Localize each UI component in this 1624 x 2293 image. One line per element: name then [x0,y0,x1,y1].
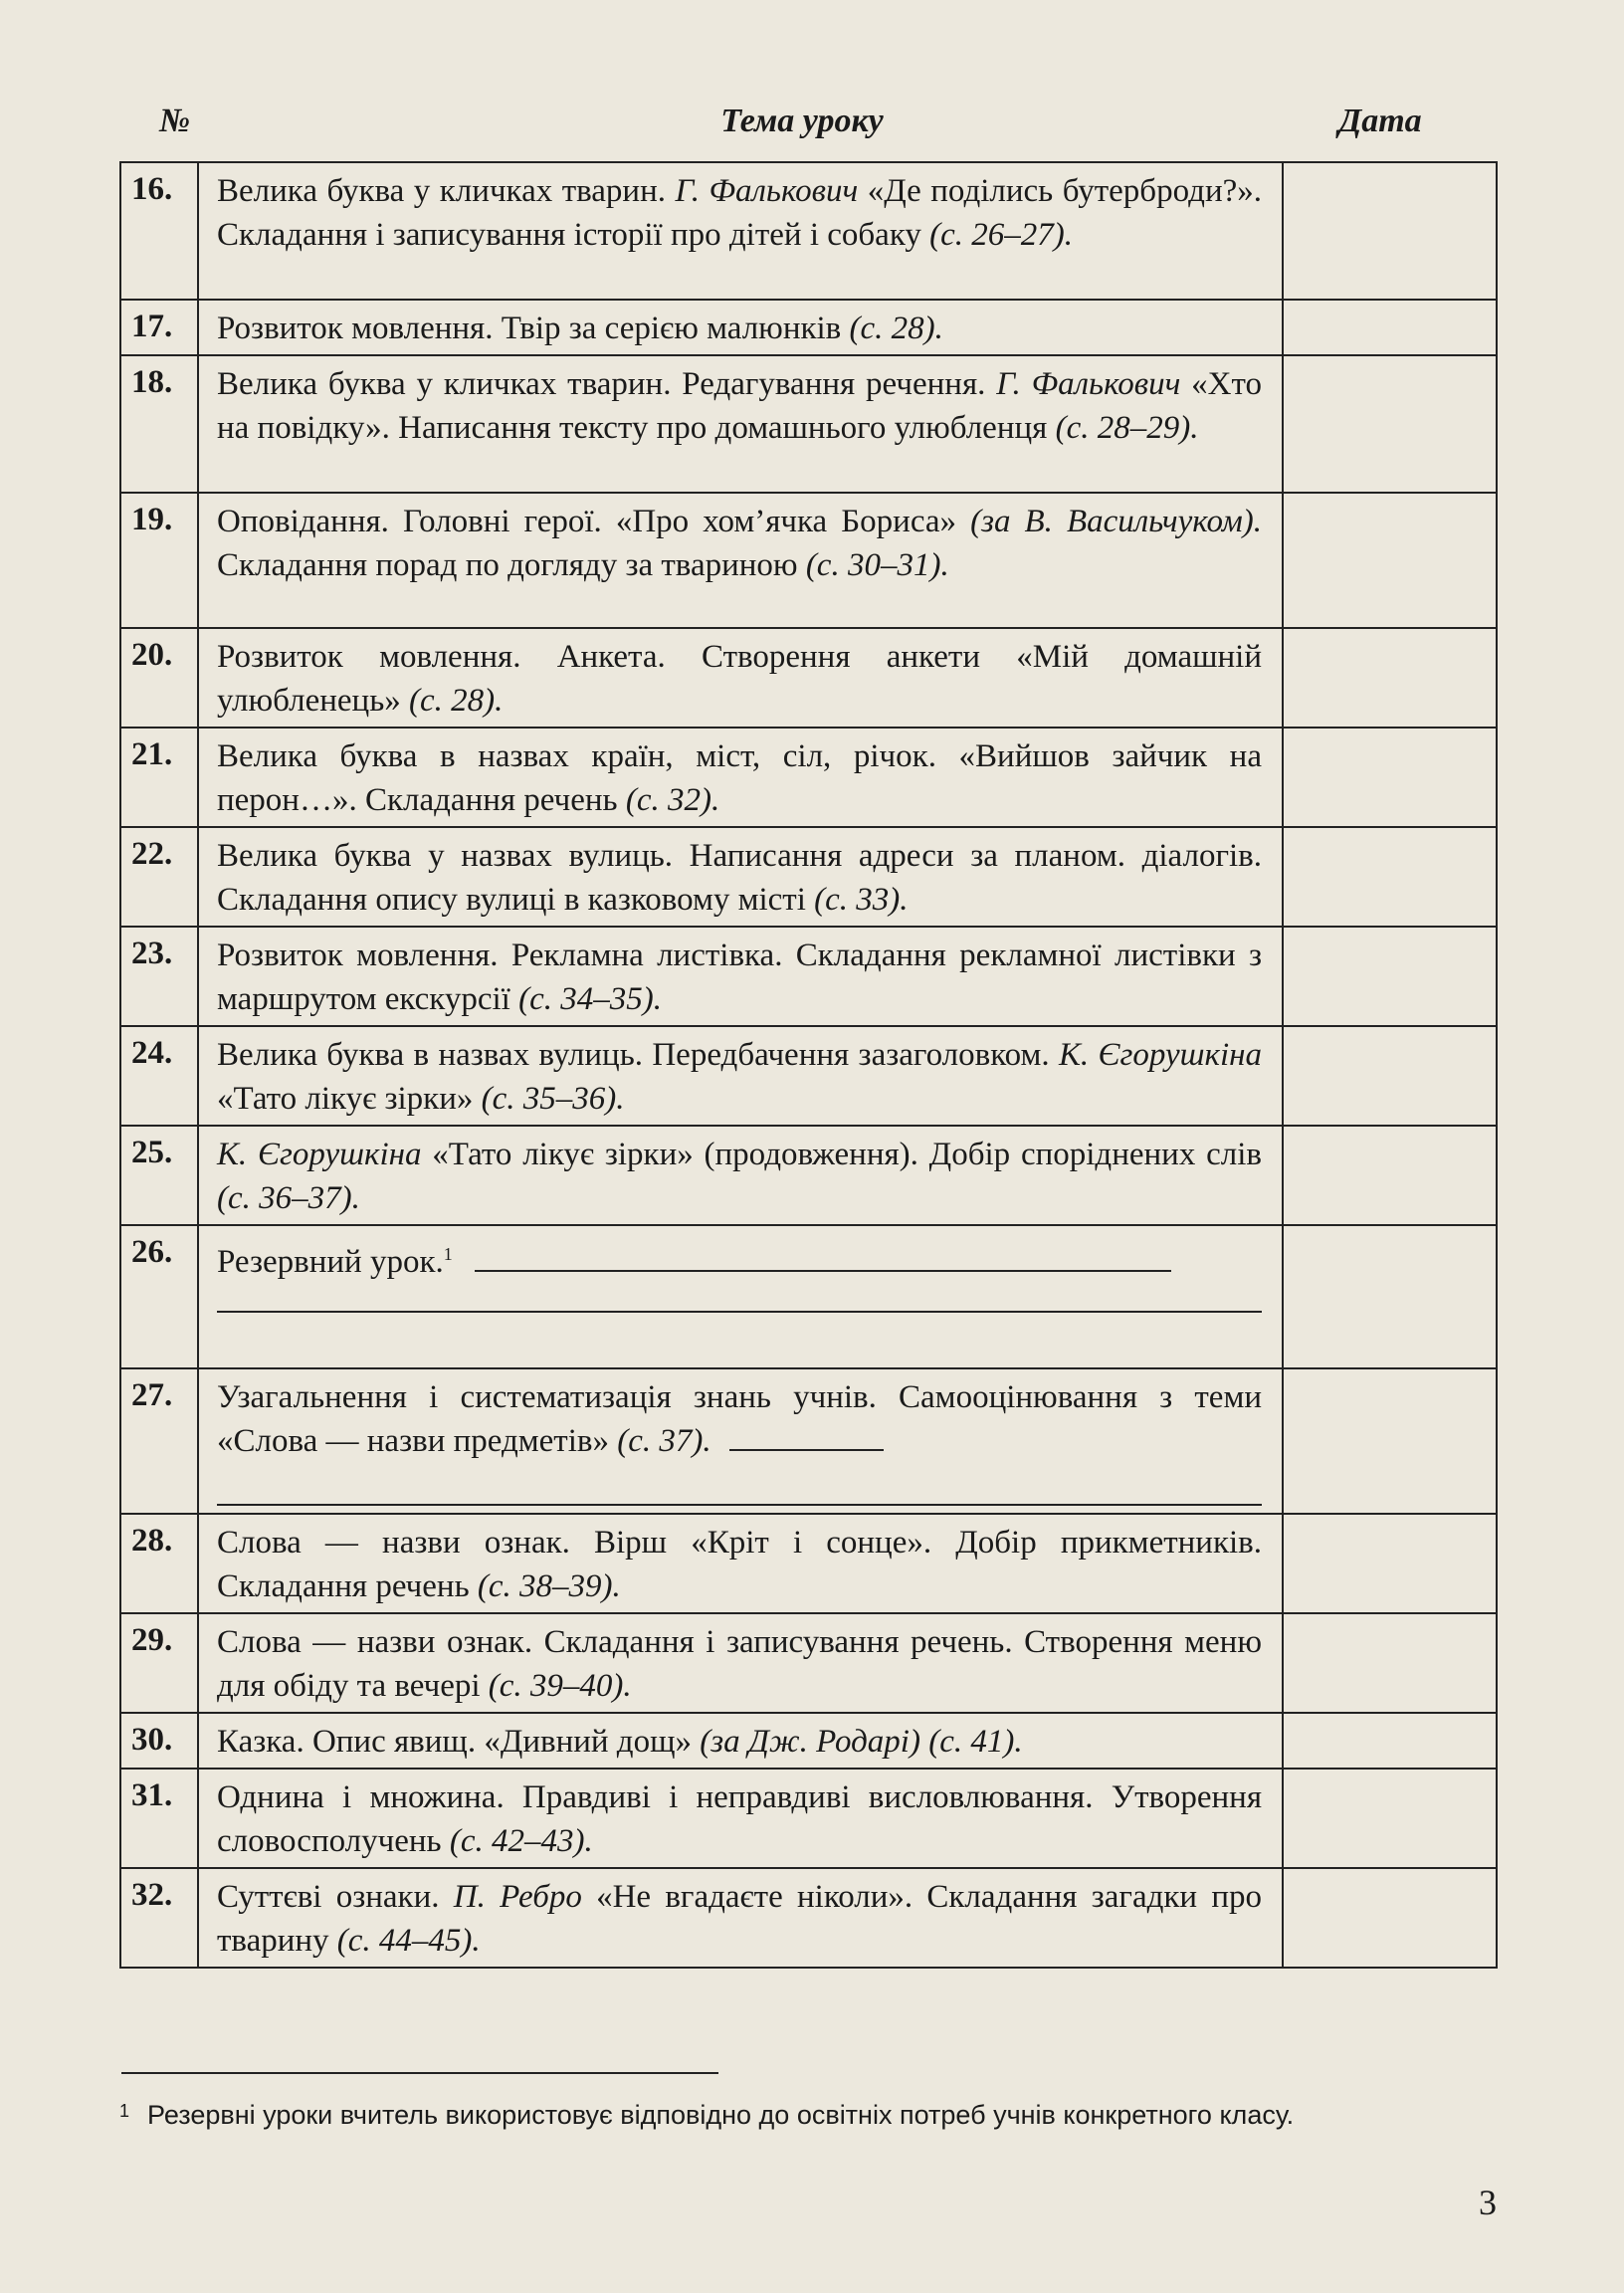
lesson-date-cell[interactable] [1283,1769,1497,1868]
topic-italic-text: Г. Фалькович [996,366,1181,402]
lesson-topic [198,1613,1283,1713]
table-row [120,1713,1497,1769]
topic-italic-text: (с. 37). [617,1423,711,1459]
topic-italic-text: (с. 26–27). [929,217,1074,253]
lesson-number: 19. [120,493,198,628]
table-row [120,1769,1497,1868]
lesson-date-cell[interactable] [1283,1514,1497,1613]
table-row [120,628,1497,728]
topic-text: Складання порад по догляду за твариною [217,547,806,583]
topic-italic-text: (с. 36–37). [217,1180,360,1216]
lesson-topic [198,628,1283,728]
lesson-topic [198,355,1283,493]
lesson-topic [198,1868,1283,1968]
lesson-topic [198,1368,1283,1514]
topic-italic-text: (с. 32). [625,782,720,818]
topic-text: «Не вгадаєте ніколи». Складання загадки про тварину [217,1879,1262,1959]
header-topic: Тема уроку [720,103,884,139]
topic-italic-text: (с. 44–45). [336,1923,481,1959]
lesson-topic [198,1225,1283,1368]
footnote-text: Резервні уроки вчитель використовує відповідно до освітніх потреб учнів конкретного класу. [147,2100,1295,2130]
lesson-date-cell[interactable] [1283,1868,1497,1968]
lesson-topic [198,1126,1283,1225]
table-row [120,493,1497,628]
lesson-number: 21. [120,728,198,827]
page-number: 3 [1479,2183,1497,2222]
topic-text: «Тато лікує зірки» (продовження). Добір споріднених слів [421,1137,1262,1172]
lesson-plan-table [119,161,1498,1969]
topic-italic-text: (с. 42–43). [449,1823,593,1859]
topic-text: Розвиток мовлення. Рекламна листівка. Складання рекламної листівки з маршрутом екскурсії [217,938,1262,1017]
lesson-topic [198,1769,1283,1868]
lesson-number: 29. [120,1613,198,1713]
table-row [120,927,1497,1026]
table-row [120,300,1497,355]
topic-italic-text: П. Ребро [453,1879,582,1915]
lesson-date-cell[interactable] [1283,162,1497,300]
lesson-number: 28. [120,1514,198,1613]
topic-italic-text: (с. 34–35). [518,981,662,1017]
topic-text: «Де поділись бутерброди?». Складання і записування історії про дітей і собаку [217,173,1262,253]
lesson-topic [198,1026,1283,1126]
lesson-date-cell[interactable] [1283,927,1497,1026]
topic-text: Розвиток мовлення. Твір за серією малюнків [217,311,850,346]
topic-text: Однина і множина. Правдиві і неправдиві висловлювання. Утворення словосполучень [217,1779,1262,1859]
lesson-topic [198,493,1283,628]
topic-text: Слова — назви ознак. Вірш «Кріт і сонце». Добір прикметників. Складання речень [217,1525,1262,1604]
lesson-date-cell[interactable] [1283,1713,1497,1769]
topic-text: Слова — назви ознак. Складання і записування речень. Створення меню для обіду та вечері [217,1624,1262,1704]
table-row [120,1514,1497,1613]
topic-italic-text: (за В. Васильчуком). [970,504,1263,539]
topic-text: Велика буква у кличках тварин. Редагування речення. [217,366,997,402]
table-row [120,1225,1497,1368]
header-date: Дата [1338,103,1422,139]
blank-line [475,1269,1171,1272]
topic-text: «Тато лікує зірки» [217,1081,482,1117]
topic-italic-text: (с. 28). [409,683,504,719]
lesson-number: 27. [120,1368,198,1514]
lesson-date-cell[interactable] [1283,628,1497,728]
topic-italic-text: Г. Фалькович [675,173,859,209]
topic-italic-text: К. Єгорушкіна [217,1137,422,1172]
lesson-topic [198,1713,1283,1769]
lesson-number: 26. [120,1225,198,1368]
lesson-date-cell[interactable] [1283,1225,1497,1368]
lesson-number: 17. [120,300,198,355]
lesson-number: 23. [120,927,198,1026]
topic-text: Велика буква в назвах країн, міст, сіл, річок. «Вийшов зайчик на перон…». Складання речень [217,738,1262,818]
lesson-topic [198,1514,1283,1613]
topic-italic-text: (за Дж. Родарі) (с. 41). [700,1724,1023,1760]
footnote-mark: 1 [119,2101,130,2121]
topic-italic-text: (с. 30–31). [805,547,949,583]
footnote [119,2095,1498,2135]
lesson-number: 30. [120,1713,198,1769]
footnote-divider [121,2072,718,2074]
lesson-topic [198,927,1283,1026]
topic-text: Велика буква в назвах вулиць. Передбачення зазаголовком. [217,1037,1059,1073]
header-number: № [159,103,191,139]
lesson-date-cell[interactable] [1283,355,1497,493]
lesson-number: 18. [120,355,198,493]
table-row [120,1368,1497,1514]
lesson-date-cell[interactable] [1283,1126,1497,1225]
lesson-date-cell[interactable] [1283,493,1497,628]
topic-text: Узагальнення і систематизація знань учнів. Самооцінювання з теми «Слова — назви предметів» [217,1379,1262,1459]
table-row [120,1026,1497,1126]
table-row [120,1613,1497,1713]
table-row [120,1868,1497,1968]
topic-text: Велика буква у кличках тварин. [217,173,676,209]
table-row [120,162,1497,300]
lesson-number: 24. [120,1026,198,1126]
table-row [120,355,1497,493]
footnote-reference: 1 [443,1244,453,1264]
blank-line [217,1503,1262,1506]
topic-text: Оповідання. Головні герої. «Про хом’ячка Бориса» [217,504,971,539]
lesson-number: 20. [120,628,198,728]
lesson-topic [198,827,1283,927]
lesson-topic [198,300,1283,355]
lesson-number: 31. [120,1769,198,1868]
table-row [120,1126,1497,1225]
topic-text: Розвиток мовлення. Анкета. Створення анкети «Мій домашній улюбленець» [217,639,1262,719]
lesson-date-cell[interactable] [1283,1368,1497,1514]
lesson-date-cell[interactable] [1283,1613,1497,1713]
topic-italic-text: (с. 39–40). [488,1668,632,1704]
topic-text: Казка. Опис явищ. «Дивний дощ» [217,1724,701,1760]
reserve-label: Резервний урок. [217,1244,444,1280]
topic-italic-text: (с. 28). [849,311,943,346]
topic-text: «Хто на повідку». Написання тексту про домашнього улюбленця [217,366,1262,446]
table-row [120,827,1497,927]
topic-italic-text: (с. 38–39). [477,1568,621,1604]
topic-italic-text: К. Єгорушкіна [1058,1037,1262,1073]
topic-italic-text: (с. 28–29). [1055,410,1199,446]
lesson-date-cell[interactable] [1283,827,1497,927]
lesson-number: 16. [120,162,198,300]
lesson-topic [198,728,1283,827]
lesson-date-cell[interactable] [1283,1026,1497,1126]
topic-text: Суттєві ознаки. [217,1879,454,1915]
lesson-date-cell[interactable] [1283,300,1497,355]
lesson-number: 25. [120,1126,198,1225]
topic-text: Велика буква у назвах вулиць. Написання адреси за планом. діалогів. Складання опису вулиці в казковому місті [217,838,1262,918]
blank-line [729,1448,884,1451]
table-row [120,728,1497,827]
lesson-topic [198,162,1283,300]
topic-italic-text: (с. 33). [814,882,909,918]
lesson-number: 22. [120,827,198,927]
lesson-date-cell[interactable] [1283,728,1497,827]
topic-italic-text: (с. 35–36). [481,1081,625,1117]
blank-line [217,1310,1262,1313]
lesson-number: 32. [120,1868,198,1968]
